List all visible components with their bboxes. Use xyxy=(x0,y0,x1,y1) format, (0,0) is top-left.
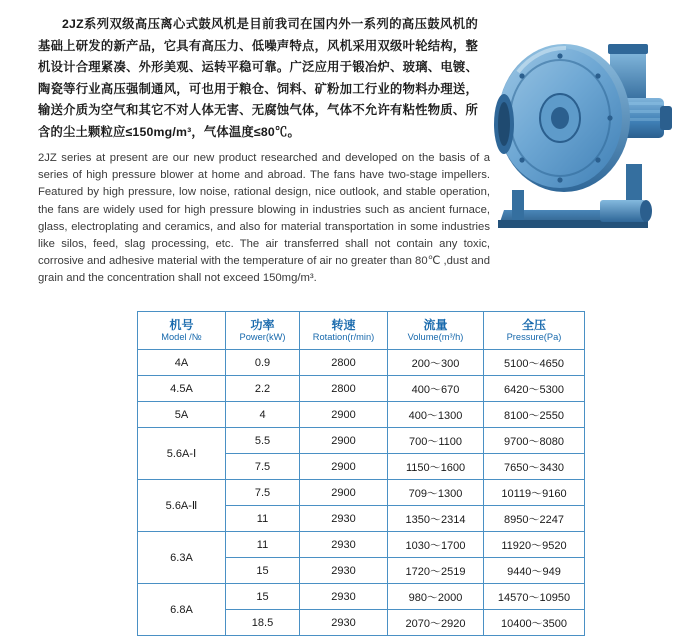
cell-pressure: 8100～2550 xyxy=(484,402,585,428)
cell-volume: 709～1300 xyxy=(388,480,484,506)
cell-model: 5.6A-Ⅱ xyxy=(138,480,226,532)
cell-rotation: 2930 xyxy=(300,506,388,532)
header-pressure-en: Pressure(Pa) xyxy=(506,331,562,342)
english-description xyxy=(38,150,490,288)
english-description-text: 2JZ series at present are our new product researched and developed on the basis of a series of high pressure blower at home and abroad. The fans have two-stage impellers. Featured by high pressure, low noise, rational design, nice outlook, and stable operation, the fans are widely used for high pressure blowing in industries such as ancient furnace, glass, electroplating and ceramics, and also for material transportation in some industries like silos, feed, slag processing, etc. The air transferred shall not contain any toxic, corrosive and adhesive material with the temperature of air no greater than 80℃ ,dust and grain and the concentration shall not exceed 150mg/m³. xyxy=(38,152,490,285)
cell-power: 5.5 xyxy=(226,428,300,454)
cell-power: 7.5 xyxy=(226,454,300,480)
cell-rotation: 2900 xyxy=(300,428,388,454)
cell-model: 5A xyxy=(138,402,226,428)
header-power-en: Power(kW) xyxy=(239,331,286,342)
cell-power: 11 xyxy=(226,506,300,532)
cell-power: 4 xyxy=(226,402,300,428)
cell-rotation: 2800 xyxy=(300,376,388,402)
header-volume-en: Volume(m³/h) xyxy=(407,331,464,342)
cell-volume: 1720～2519 xyxy=(388,558,484,584)
cell-pressure: 14570～10950 xyxy=(484,584,585,610)
specification-table xyxy=(137,311,585,636)
table-row xyxy=(138,376,585,402)
cell-volume: 700～1100 xyxy=(388,428,484,454)
chinese-description-text: 2JZ系列双级高压离心式鼓风机是目前我司在国内外一系列的高压鼓风机的基础上研发的新产品，它具有高压力、低噪声特点，风机采用双级叶轮结构，整机设计合理紧凑、外形美观、运转平稳可靠。广泛应用于锻冶炉、玻璃、电镀、陶瓷等行业高压强制通风，可也用于粮仓、饲料、矿粉加工行业的物料办理送，输送介质为空气和其它不对人体无害、无腐蚀气体，气体不允许有粘性物质、所含的尘土颗粒应≤150mg/m³，气体温度≤80℃。 xyxy=(38,17,478,139)
header-rotation-en: Rotation(r/min) xyxy=(312,331,375,342)
cell-power: 0.9 xyxy=(226,350,300,376)
cell-volume: 400～1300 xyxy=(388,402,484,428)
cell-power: 2.2 xyxy=(226,376,300,402)
cell-volume: 200～300 xyxy=(388,350,484,376)
header-model-cn: 机号 xyxy=(169,317,194,332)
header-pressure-cn: 全压 xyxy=(521,317,546,332)
cell-power: 7.5 xyxy=(226,480,300,506)
table-row xyxy=(138,584,585,610)
cell-power: 15 xyxy=(226,558,300,584)
cell-rotation: 2930 xyxy=(300,610,388,636)
cell-pressure: 11920～9520 xyxy=(484,532,585,558)
cell-rotation: 2930 xyxy=(300,532,388,558)
cell-pressure: 6420～5300 xyxy=(484,376,585,402)
table-body xyxy=(138,350,585,636)
cell-pressure: 10400～3500 xyxy=(484,610,585,636)
header-power xyxy=(226,312,300,350)
cell-volume: 1350～2314 xyxy=(388,506,484,532)
cell-pressure: 7650～3430 xyxy=(484,454,585,480)
cell-rotation: 2930 xyxy=(300,558,388,584)
cell-model: 6.3A xyxy=(138,532,226,584)
table-header xyxy=(138,312,585,350)
intro-section xyxy=(0,0,700,300)
blower-housing xyxy=(498,44,630,192)
table-row xyxy=(138,428,585,454)
cell-model: 4A xyxy=(138,350,226,376)
cell-rotation: 2800 xyxy=(300,350,388,376)
header-power-cn: 功率 xyxy=(250,317,275,332)
table-row xyxy=(138,532,585,558)
header-pressure xyxy=(484,312,585,350)
table-row xyxy=(138,402,585,428)
cell-volume: 2070～2920 xyxy=(388,610,484,636)
cell-power: 18.5 xyxy=(226,610,300,636)
cell-power: 11 xyxy=(226,532,300,558)
cell-pressure: 10119～9160 xyxy=(484,480,585,506)
cell-pressure: 8950～2247 xyxy=(484,506,585,532)
cell-model: 5.6A-Ⅰ xyxy=(138,428,226,480)
chinese-description xyxy=(38,14,478,143)
cell-model: 4.5A xyxy=(138,376,226,402)
cell-rotation: 2930 xyxy=(300,584,388,610)
header-model xyxy=(138,312,226,350)
cell-volume: 1150～1600 xyxy=(388,454,484,480)
cell-rotation: 2900 xyxy=(300,480,388,506)
cell-volume: 980～2000 xyxy=(388,584,484,610)
table-header-row xyxy=(138,312,585,350)
cell-power: 15 xyxy=(226,584,300,610)
header-model-en: Model /№ xyxy=(161,331,202,342)
cell-pressure: 9700～8080 xyxy=(484,428,585,454)
header-rotation xyxy=(300,312,388,350)
header-volume-cn: 流量 xyxy=(423,317,448,332)
blower-discharge-stub xyxy=(600,200,652,222)
cell-volume: 1030～1700 xyxy=(388,532,484,558)
centrifugal-blower-illustration xyxy=(490,14,690,264)
cell-pressure: 5100～4650 xyxy=(484,350,585,376)
cell-rotation: 2900 xyxy=(300,402,388,428)
table-row xyxy=(138,480,585,506)
blower-inlet xyxy=(494,94,514,154)
cell-model: 6.8A xyxy=(138,584,226,636)
cell-rotation: 2900 xyxy=(300,454,388,480)
table-row xyxy=(138,350,585,376)
header-rotation-cn: 转速 xyxy=(331,317,356,332)
cell-volume: 400～670 xyxy=(388,376,484,402)
specification-table-container xyxy=(137,311,571,636)
cell-pressure: 9440～949 xyxy=(484,558,585,584)
header-volume xyxy=(388,312,484,350)
